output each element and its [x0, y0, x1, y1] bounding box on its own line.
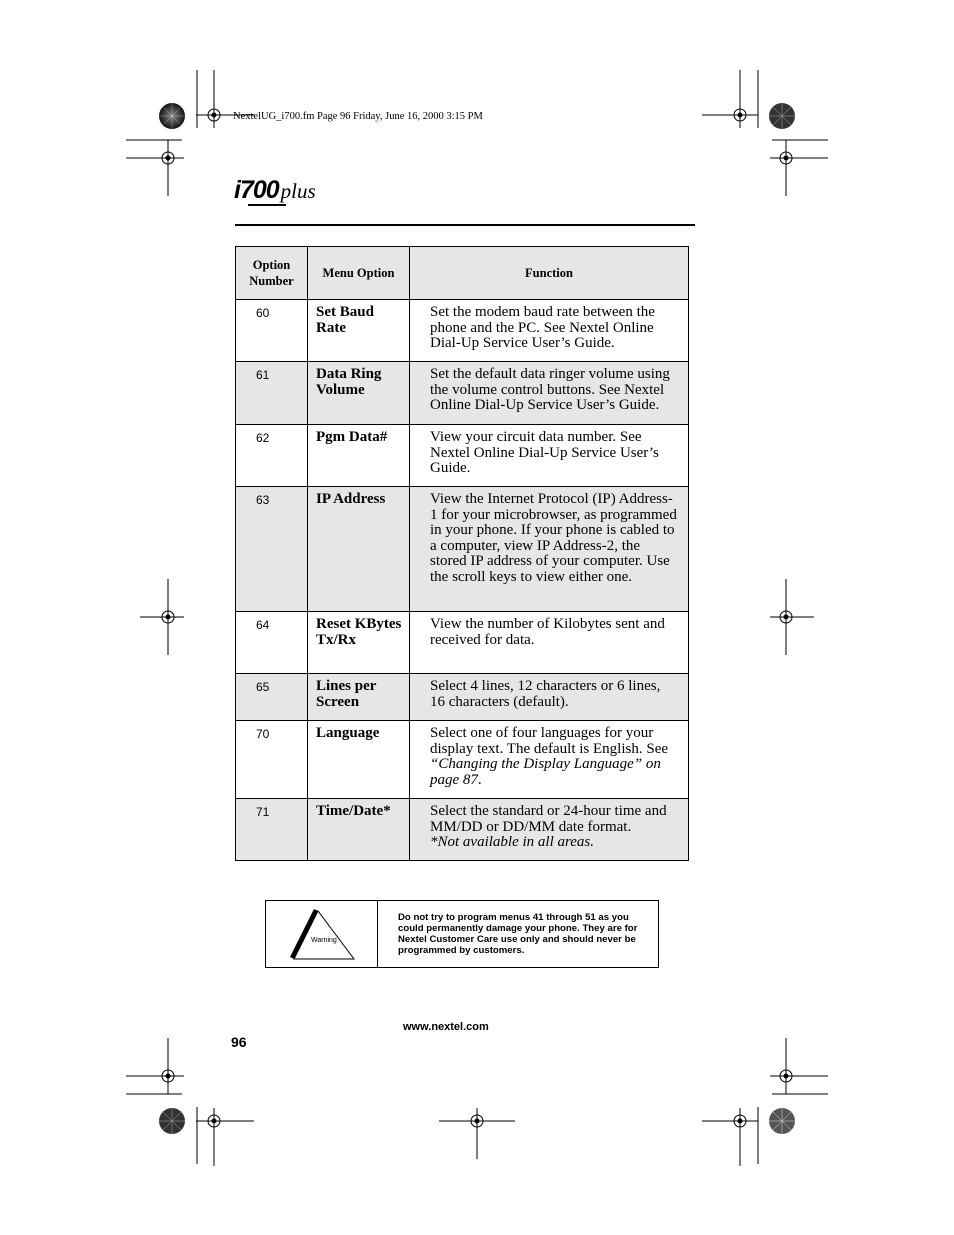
table-row — [236, 799, 689, 861]
function-text: Select the standard or 24-hour time and MM/DD or DD/MM date format. — [430, 803, 667, 835]
option-number: 71 — [236, 799, 308, 861]
menu-option: Lines per Screen — [308, 674, 410, 721]
table-row — [236, 612, 689, 674]
warning-callout — [265, 900, 659, 968]
page-number: 96 — [231, 1034, 247, 1050]
menu-option: Time/Date* — [308, 799, 410, 861]
function-text: Select one of four languages for your display text. The default is English. See — [430, 725, 669, 757]
option-function: Set the default data ringer volume using the volume control buttons. See Nextel Online Dial-Up Service User’s Guide. — [410, 362, 689, 425]
option-function: View your circuit data number. See Nextel Online Dial-Up Service User’s Guide. — [410, 425, 689, 487]
option-function: Set the modem baud rate between the phone and the PC. See Nextel Online Dial-Up Service User’s Guide. — [410, 300, 689, 362]
option-number: 64 — [236, 612, 308, 674]
table-row — [236, 721, 689, 799]
header-option-number: Option Number — [236, 247, 308, 300]
logo-mark: i700 — [234, 176, 279, 204]
starburst-target-icon — [768, 102, 796, 130]
option-number: 63 — [236, 487, 308, 612]
option-function: View the Internet Protocol (IP) Address-1 for your microbrowser, as programmed in your phone. If your phone is cabled to a computer, view IP Address-2, the stored IP address of your computer. Use the scroll keys to view either one. — [410, 487, 689, 612]
option-number: 65 — [236, 674, 308, 721]
header-rule — [235, 224, 695, 226]
menu-option: Reset KBytes Tx/Rx — [308, 612, 410, 674]
logo-word: plus — [280, 179, 316, 203]
product-logo — [234, 176, 316, 210]
table-header-row — [236, 247, 689, 300]
option-function: Select 4 lines, 12 characters or 6 lines, 16 characters (default). — [410, 674, 689, 721]
warning-message: Do not try to program menus 41 through 51 as you could permanently damage your phone. They are for Nextel Customer Care use only and should never be programmed by customers. — [398, 912, 638, 956]
table-row — [236, 300, 689, 362]
header-menu-option: Menu Option — [308, 247, 410, 300]
menu-option: IP Address — [308, 487, 410, 612]
starburst-target-icon — [158, 1107, 186, 1135]
starburst-target-icon — [768, 1107, 796, 1135]
menu-option: Data Ring Volume — [308, 362, 410, 425]
header-function: Function — [410, 247, 689, 300]
option-number: 62 — [236, 425, 308, 487]
logo-underbar — [248, 204, 286, 206]
menu-option: Pgm Data# — [308, 425, 410, 487]
option-function — [410, 721, 689, 799]
option-number: 70 — [236, 721, 308, 799]
cross-reference-link[interactable]: “Changing the Display Language” on page 87 — [430, 756, 661, 788]
table-row — [236, 674, 689, 721]
option-number: 61 — [236, 362, 308, 425]
warning-divider — [377, 901, 378, 967]
print-slug: NextelUG_i700.fm Page 96 Friday, June 16, 2000 3:15 PM — [233, 111, 483, 122]
function-text-tail: . — [477, 771, 482, 788]
menu-option: Set Baud Rate — [308, 300, 410, 362]
table-row — [236, 362, 689, 425]
menu-options-table — [235, 246, 689, 861]
function-note: *Not available in all areas. — [430, 834, 595, 851]
option-function — [410, 799, 689, 861]
option-function: View the number of Kilobytes sent and received for data. — [410, 612, 689, 674]
warning-icon-label: Warning — [311, 937, 337, 944]
menu-option: Language — [308, 721, 410, 799]
option-number: 60 — [236, 300, 308, 362]
starburst-target-icon — [158, 102, 186, 130]
table-row — [236, 487, 689, 612]
footer-url[interactable]: www.nextel.com — [403, 1021, 489, 1033]
table-row — [236, 425, 689, 487]
